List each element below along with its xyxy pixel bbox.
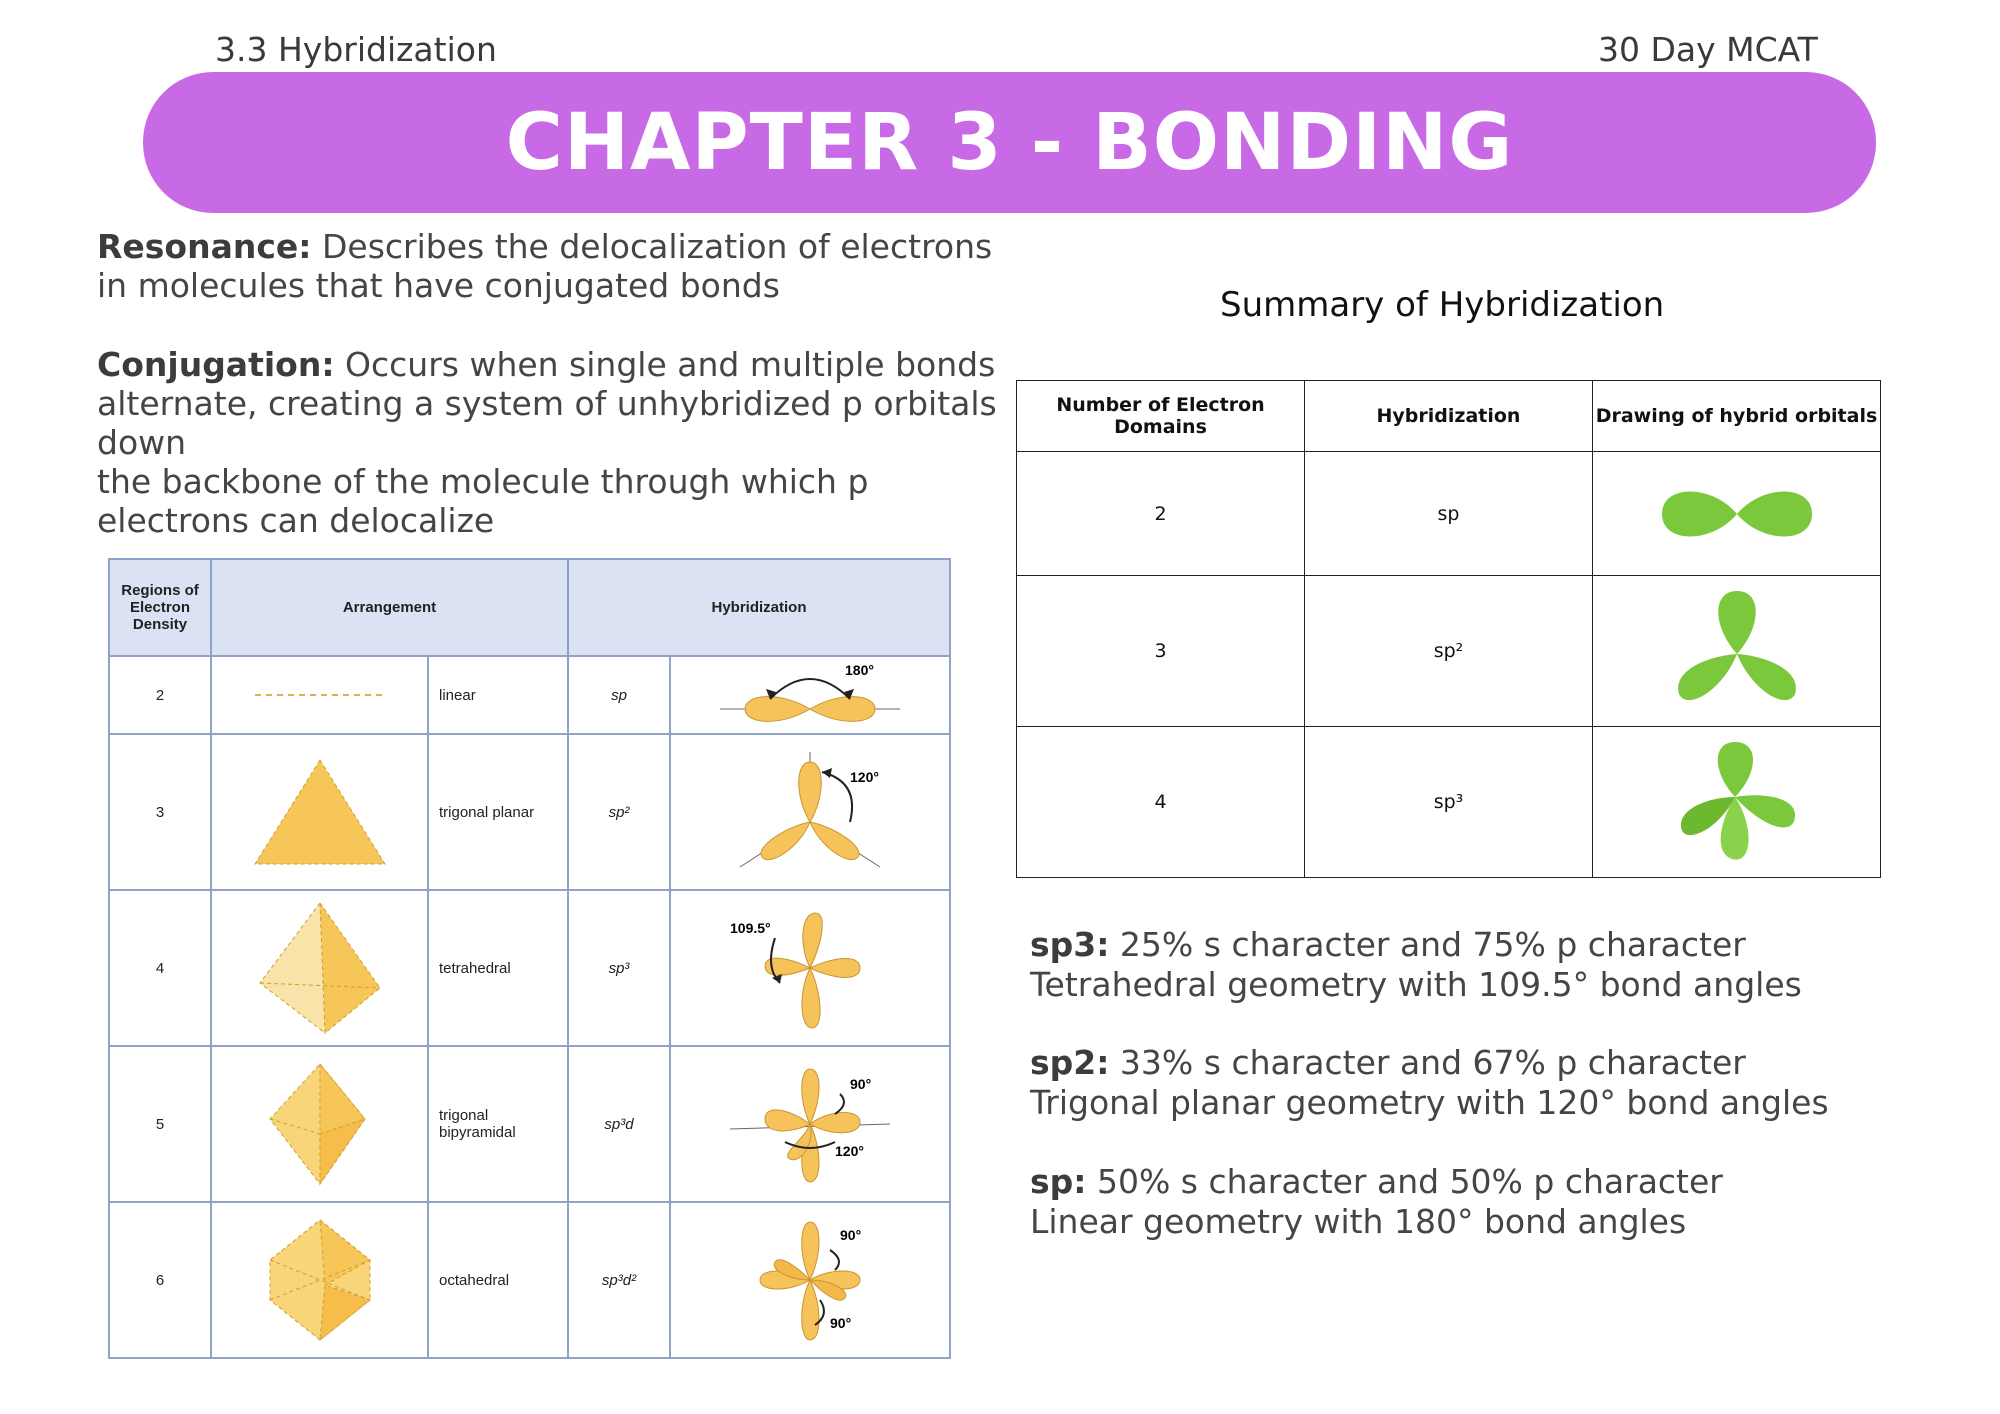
summary-table — [1016, 380, 1881, 878]
hybridization-cell: sp — [1305, 452, 1593, 576]
resonance-paragraph — [97, 227, 1027, 305]
sp2-green-orbital — [1593, 576, 1881, 727]
sp2-line2: Trigonal planar geometry with 120° bond angles — [1030, 1083, 1829, 1122]
arrangement-cell: octahedral — [428, 1202, 568, 1358]
sp3d2-orbital-drawing — [670, 1202, 950, 1358]
angle-label: 109.5° — [730, 920, 771, 936]
regions-cell: 6 — [109, 1202, 211, 1358]
sp2-line1: 33% s character and 67% p character — [1109, 1043, 1746, 1082]
angle-label: 90° — [840, 1227, 862, 1243]
hybridization-header: Hybridization — [1305, 381, 1593, 452]
sp3-line1: 25% s character and 75% p character — [1109, 925, 1746, 964]
table-row — [1017, 727, 1881, 878]
conjugation-text-2: the backbone of the molecule through which p electrons can delocalize — [97, 462, 869, 540]
hybridization-geometry-table — [108, 558, 951, 1359]
angle-label: 120° — [850, 769, 879, 785]
sp2-note — [1030, 1043, 1910, 1123]
angle-label: 180° — [845, 662, 874, 678]
sp-note — [1030, 1162, 1910, 1242]
sp3-note — [1030, 925, 1910, 1005]
arrangement-cell: trigonal planar — [428, 734, 568, 890]
table-row — [109, 1046, 950, 1202]
domains-header: Number of Electron Domains — [1017, 381, 1305, 452]
hybridization-cell: sp² — [568, 734, 670, 890]
regions-cell: 4 — [109, 890, 211, 1046]
col-hybridization-header: Hybridization — [568, 559, 950, 656]
hybridization-cell: sp³d² — [568, 1202, 670, 1358]
table-row — [109, 734, 950, 890]
arrangement-cell: trigonal bipyramidal — [428, 1046, 568, 1202]
domains-cell: 2 — [1017, 452, 1305, 576]
table-row — [1017, 452, 1881, 576]
sp-term: sp: — [1030, 1162, 1087, 1201]
table-row — [109, 890, 950, 1046]
angle-label-2: 90° — [830, 1315, 852, 1331]
regions-cell: 5 — [109, 1046, 211, 1202]
chapter-banner — [143, 72, 1876, 213]
sp3-term: sp3: — [1030, 925, 1110, 964]
summary-title: Summary of Hybridization — [1220, 285, 1665, 325]
bipyramid-shape — [211, 1046, 428, 1202]
sp-green-orbital — [1593, 452, 1881, 576]
section-label: 3.3 Hybridization — [215, 30, 497, 69]
col-regions-header: Regions of Electron Density — [109, 559, 211, 656]
chapter-title: CHAPTER 3 - BONDING — [505, 97, 1514, 188]
resonance-term: Resonance: — [97, 227, 312, 266]
resonance-text: Describes the delocalization of electrons in molecules that have conjugated bonds — [97, 227, 993, 305]
arrangement-cell: linear — [428, 656, 568, 734]
linear-shape — [211, 656, 428, 734]
tetrahedron-shape — [211, 890, 428, 1046]
sp-orbital-drawing — [670, 656, 950, 734]
regions-cell: 3 — [109, 734, 211, 890]
hybridization-cell: sp³ — [568, 890, 670, 1046]
hybridization-cell: sp³d — [568, 1046, 670, 1202]
sp3-orbital-drawing — [670, 890, 950, 1046]
hybridization-cell: sp² — [1305, 576, 1593, 727]
domains-cell: 4 — [1017, 727, 1305, 878]
sp3-green-orbital — [1593, 727, 1881, 878]
table-row — [109, 656, 950, 734]
hybridization-cell: sp³ — [1305, 727, 1593, 878]
brand-label: 30 Day MCAT — [1598, 30, 1818, 69]
octahedron-shape — [211, 1202, 428, 1358]
table-row — [1017, 576, 1881, 727]
triangle-shape — [211, 734, 428, 890]
regions-cell: 2 — [109, 656, 211, 734]
sp2-orbital-drawing — [670, 734, 950, 890]
drawing-header: Drawing of hybrid orbitals — [1593, 381, 1881, 452]
sp3-line2: Tetrahedral geometry with 109.5° bond angles — [1030, 965, 1802, 1004]
col-arrangement-header: Arrangement — [211, 559, 568, 656]
sp-line2: Linear geometry with 180° bond angles — [1030, 1202, 1687, 1241]
conjugation-text: Occurs when single and multiple bonds alternate, creating a system of unhybridized p orbitals down — [97, 345, 997, 462]
hybridization-cell: sp — [568, 656, 670, 734]
conjugation-paragraph — [97, 345, 997, 540]
sp2-term: sp2: — [1030, 1043, 1110, 1082]
domains-cell: 3 — [1017, 576, 1305, 727]
arrangement-cell: tetrahedral — [428, 890, 568, 1046]
sp-line1: 50% s character and 50% p character — [1086, 1162, 1723, 1201]
table-row — [109, 1202, 950, 1358]
conjugation-term: Conjugation: — [97, 345, 335, 384]
angle-label-2: 120° — [835, 1143, 864, 1159]
angle-label: 90° — [850, 1076, 872, 1092]
sp3d-orbital-drawing — [670, 1046, 950, 1202]
